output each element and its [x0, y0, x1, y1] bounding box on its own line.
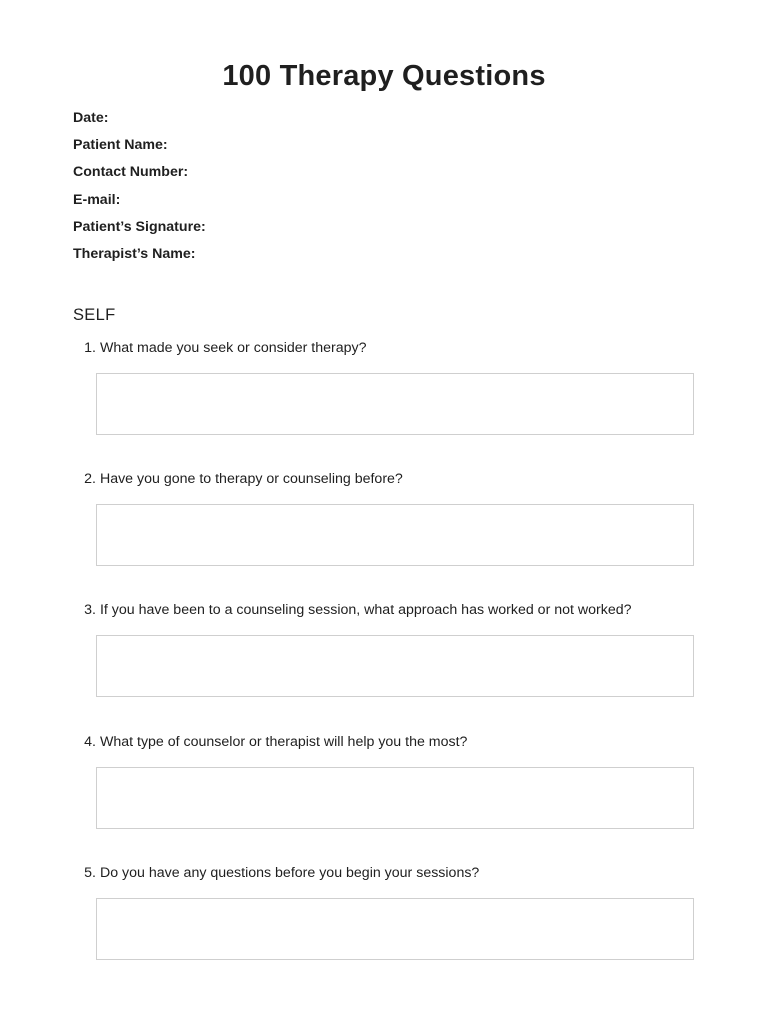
- question-item: [73, 339, 713, 449]
- question-number: 3.: [84, 602, 96, 618]
- question-number: 2.: [84, 471, 96, 487]
- patient-info-fields: [73, 110, 693, 273]
- answer-field[interactable]: [96, 504, 694, 566]
- patient-name-field-label: Patient Name:: [73, 137, 168, 154]
- question-item: [73, 601, 713, 711]
- question-label: If you have been to a counseling session, what approach has worked or not worked?: [99, 602, 632, 618]
- question-text: [73, 733, 467, 751]
- question-text: [73, 339, 367, 357]
- answer-field[interactable]: [96, 767, 694, 829]
- answer-field[interactable]: [96, 373, 694, 435]
- question-number: 4.: [84, 734, 96, 750]
- question-label: What made you seek or consider therapy?: [99, 340, 367, 356]
- question-label: Have you gone to therapy or counseling before?: [99, 471, 403, 487]
- question-text: [73, 864, 479, 882]
- email-field-label: E-mail:: [73, 191, 121, 208]
- question-number: 5.: [84, 865, 96, 881]
- question-label: What type of counselor or therapist will help you the most?: [99, 734, 468, 750]
- patient-signature-field-label: Patient’s Signature:: [73, 218, 206, 235]
- contact-number-field-label: Contact Number:: [73, 164, 189, 181]
- question-item: [73, 470, 713, 580]
- question-item: [73, 864, 713, 974]
- question-text: [73, 470, 403, 488]
- date-field-label: Date:: [73, 110, 109, 126]
- question-text: [73, 601, 632, 619]
- page-title: 100 Therapy Questions: [222, 60, 546, 92]
- question-label: Do you have any questions before you begin your sessions?: [99, 865, 480, 881]
- answer-field[interactable]: [96, 898, 694, 960]
- therapist-name-field-label: Therapist’s Name:: [73, 245, 196, 262]
- section-heading-self: SELF: [73, 306, 116, 324]
- question-item: [73, 733, 713, 843]
- answer-field[interactable]: [96, 635, 694, 697]
- question-number: 1.: [84, 340, 96, 356]
